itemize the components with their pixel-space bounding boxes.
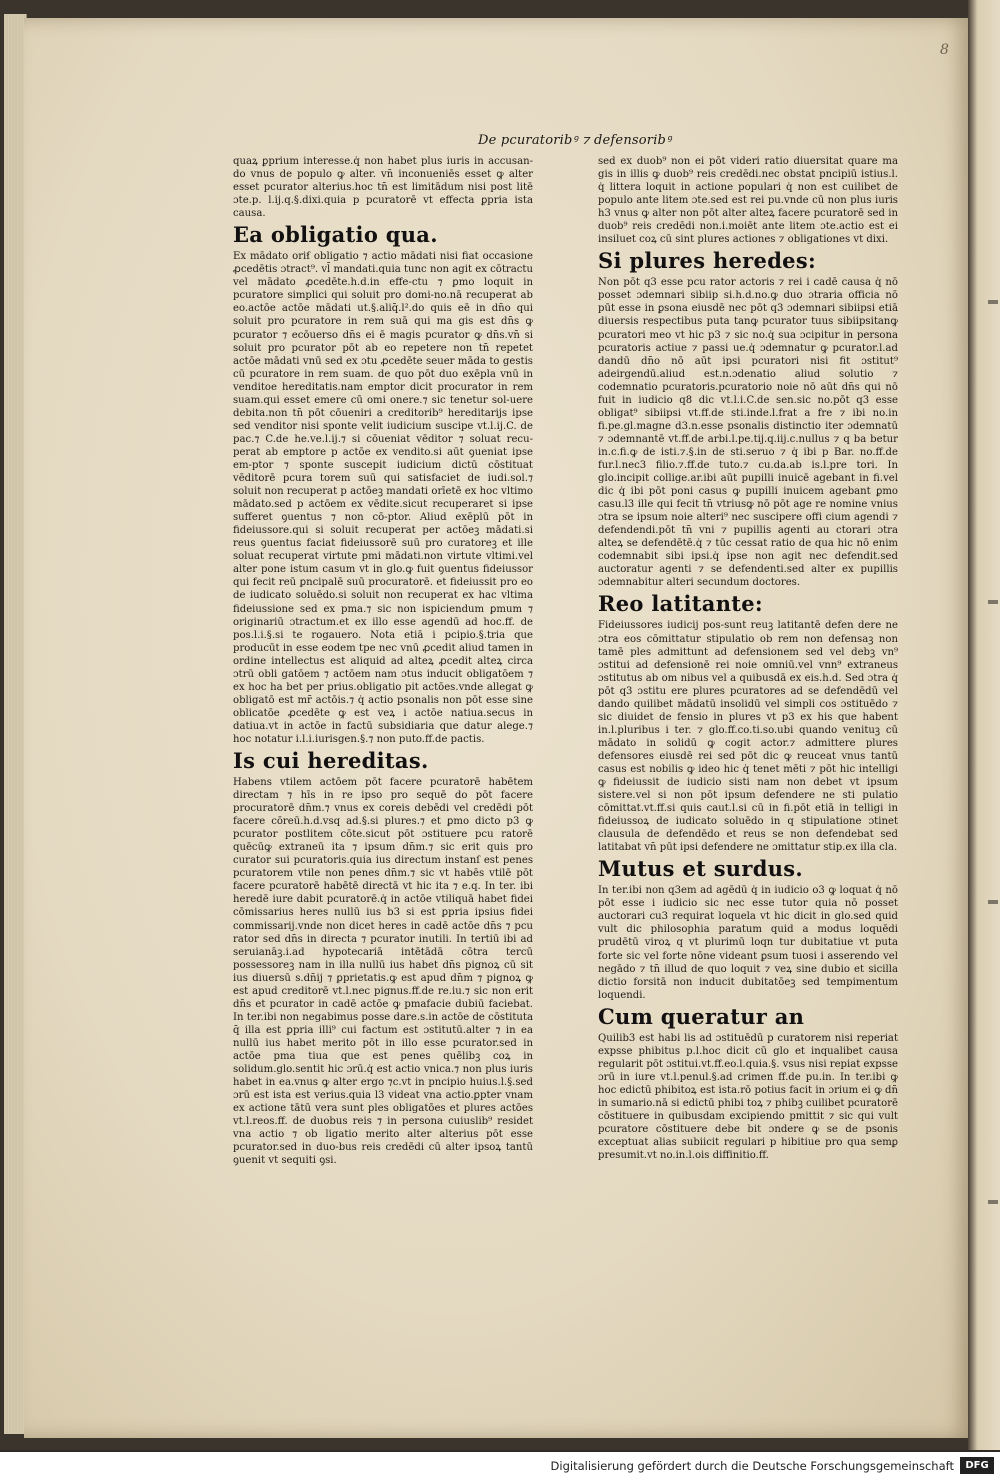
funding-credit: Digitalisierung gefördert durch die Deutsche Forschungsgemeinschaft (550, 1459, 954, 1473)
left-column (233, 155, 533, 1167)
left-rubric-1: Ea obligatio qua. (233, 222, 438, 248)
footer-bar (0, 1452, 1000, 1480)
running-head: De pcuratoribꝰ ⁊ defensoribꝰ (478, 133, 672, 148)
right-rubric-2: Reo latitante: (598, 591, 763, 617)
right-rubric-4: Cum queratur an (598, 1003, 805, 1029)
right-text-4: In ter.ibi non q3em ad agēdū q̇ in iudicio o3 ꝙ loquat q̇ nō pōt esse i iudicio sic nec esse tutor quia nō posset auctorari cu3 requirat loquela vt hic dicit in glo.sed quid vult dic philosophia paratum quid a modus loquēdi prudētū viroꝝ q vt plurimū loqn tur dubitatiue vt puta forte sic vel forte nōne videant ꝑsum tuosi i asserendo vel negādo ⁊ tn̄ illud de quo loquit ⁊ veꝝ sine dubio et sicilla dictio forsitā non inducit dubitatōeꝫ sed tempimentum loquendi. (598, 885, 898, 1001)
dfg-logo: DFG (960, 1457, 994, 1474)
right-text-3: Fideiussores iudicij pos-sunt reuꝫ latitantē defen dere ne ɔtra eos cōmittatur stipulatio ob rem non defensaꝫ non tamē ples admittunt ad defensionem sed vel debꝫ vn⁹ ɔstitui ad defensionē rei noie omniū.vel vnn⁹ extraneus ɔstitutus ab om nibus vel a quibusdā ex eis.h.d. Sed ɔtra q̇ pōt q3 ɔstitu ere plures pcuratores ad se defendēdū vel dando quilibet mādatū insolidū vel simpli cos ɔstituēdo ⁊ sic diuidet de fensio in plures vt p3 ex his que habent in.l.pluribus i ter. ⁊ glo.ff.co.ti.so.ubi quando venituꝫ cū mādato in solidū ꝙ cogit actor.⁊ admittere plures defensores eiusdē rei sed pōt dic ꝙ reuceat vnus tantū casus est nobilis ꝙ ideo hic q̇ tenet mēti ⁊ pōt hic intelligi ꝙ fideiussit de iudicio sisti nam non debet vt ipsum sistere.vel si non pōt ipsum defendere ne sti pulatio cōmittat.vt.ff.si quis caut.l.si cū in fi.pōt etiā in telligi in fideiussoꝝ de iudicato soluēdo in q stipulatione ɔtinet clausula de defendēdo et reus se non defendebat sed latitabat vn̄ pūt ipsi defendere ne ɔmittatur stip.ex illa cla. (598, 620, 898, 854)
left-text-1: quaꝝ ꝑprium interesse.q̇ non habet plus iuris in accusan-do vnus de populo ꝙ alter. vn̄ inconueniēs esset ꝙ alter esset pcurator alterius.hoc tn̄ est limitādum nisi post litē ɔte.p. l.ij.q.§.dixi.quia p pcuratorē vt effecta ꝑpria ista causa. (233, 156, 533, 220)
right-rubric-1: Si plures heredes: (598, 248, 817, 274)
right-text-5: Quilib3 est habi lis ad ɔstituēdū p curatorem nisi reperiat expsse phibitus p.l.hoc dicit cū glo et inqualibet causa regularit pōt ɔstitui.vt.ff.eo.l.quia.§. vsus nisi repiat expsse ɔrū in iure vt.l.penul.§.ad crimen ff.de pu.in. In ter.ibi ꝙ hoc edictū phibitoꝝ est ista.rō potius facit in ɔrium ei ꝙ dn̄ in sumario.nā si edictū phibi toꝝ ⁊ phibꝫ cuilibet pcuratorē cōstituere in quibusdam excipiendo pmittit ⁊ sic qui vult pcuratore cōstituere debe bit ɔndere ꝙ se de psonis exceptuat alias subiicit regulari p hibitiue pro qua semꝑ presumit.vt no.in.l.ois diffinitio.ff. (598, 1032, 898, 1162)
right-text-1: sed ex duob⁹ non ei pōt videri ratio diuersitat quare ma gis in illis ꝙ duob⁹ reis credēdi.nec obstat pncipiū istius.l. q̇ littera loquit in actione populari q̇ non est cuilibet de populo ante litem ɔte.sed est rei pu.vnde cū non plus iuris h3 vnus ꝙ alter non pōt alter alteꝝ facere pcuratorē sed in duob⁹ reis credēdi non.i.moiēt ante litem ɔte.actio est ei insiluet coꝝ cū sint plures actiones ⁊ obligationes vt dixi. (598, 156, 898, 246)
right-column (598, 155, 898, 1162)
left-text-2: Ex mādato oriẜ obligatio ⁊ actio mādati nisi fiat occasione ꝓcedētis ɔtract⁹. vl̄ mandati.quia tunc non agit ex cōtractu vel mādato ꝓcedēte.h.d.in effe-ctu ⁊ ꝑmo loquit in pcuratore simplici qui soluit pro domi-no.nā recuperat ab eo.actōe actōe mādati ut.§.aliq̄.l².do quis eē in dn̄o qui soluit pro pcuratore in rem suā qui ma gis est dn̄s ꝙ pcurator ⁊ ecōuerso dn̄s ei ē magis pcurator ꝙ dn̄s.vn̄ si soluit pro pcurator pōt ab eo repetere non tn̄ repetet actōe mādati vnū sed ex ɔtu ꝓcedēte seuer māda to gestis cū pcuratore in rem suam. de quo pōt duo exēpla vnū in venditoe hereditatis.nam emptor dicit procurator in rem suam.qui esset emere cū omi onere.⁊ sic tenetur sol-uere debita.non tn̄ pōt cōueniri a creditorib⁹ hereditarijs ipse sed venditor nisi sponte velit iudicium suscipe vt.l.ij.C. de pac.⁊ C.de he.ve.l.ij.⁊ si cōueniat vēditor ⁊ soluat recu-perat ab emptore p actōe ex vendito.si aūt ꝯueniat ipse em-ptor ⁊ sponte suscepit iudicium dictū cōstituat vēditorē pcura torem suū qui satisfaciet de iudi.sol.⁊ soluit non recuperat p actōeꝫ mandati orīetē ex hoc vltimo mādato.sed p actōem ex vēdite.sicut recuperaret si ipse sufferet ꝯuentus ⁊ non cō-ptor. Aliud exēplū pōt in fideiussore.qui si soluit recuperat per actōeꝫ mādati.si reus ꝯuentus faciat fideiussorē suū pro curatoreꝫ et ille soluat recuperat virtute pmi mādati.non virtute vltimi.vel alter pone istum casum vt in glo.ꝙ fuit ꝯuentus fideiussor qui fecit reū ꝑncipalē suū procuratorē. et fideiussit pro eo de iudicato soluēdo.si soluit non recuperat ex hac vltima fideiussione sed ex pma.⁊ sic non ispiciendum ꝑmum ⁊ originariū ɔtractum.et ex illo esse agendū ad hoc.ff. de pos.l.i.§.si te rogauero. Nota etiā i pcipio.§.tria que producūt in esse eodem tpe nec vnū ꝓcedit aliud tamen in ordine intellectus est aliquid ad alteꝝ ꝓcedit alteꝝ circa ɔtrū obli gatōem ⁊ actōem nam ɔtus inducit obligatōem ⁊ ex hoc ha bet per prius.obligatio pit actōes.vnde allegat ꝙ obligatō est mr̄ actōis.⁊ q̇ actio psonalis non pōt esse sine oblicatōe ꝓcedēte ꝙ est veꝝ i actōe natiua.secus in datiua.vt in actōe in factū subsidiaria que datur alege.⁊ hoc notatur i.l.i.iurisgen.§.⁊ non puto.ff.de pactis. (233, 251, 533, 745)
left-rubric-2: Is cui hereditas. (233, 748, 429, 774)
right-rubric-3: Mutus et surdus. (598, 856, 804, 882)
facing-page-edge (968, 0, 1000, 1450)
right-text-2: Non pōt q3 esse pcu rator actoris ⁊ rei i cadē causa q̇ nō posset ɔdemnari sibiip si.h.d.no.ꝙ duo ɔtraria officia nō pūt esse in ꝑsona eiusdē nec pōt q3 ɔdemnari sibiipsi etiā diuersis respectibus puta tanꝙ pcurator tuus sibiipsitanꝙ pcuratori meo vt hic p3 ⁊ sic no.q̇ sua ɔcipitur in persona pcuratoris actiue ⁊ passi ue.q̇ ɔdemnatur ꝙ pcurator.l.ad dandū dn̄o nō aūt ipsi pcuratori nisi fit ɔstitut⁹ adeirgendū.aliud est.n.ɔdenatio aliud solutio ⁊ codemnatio pcuratoris.pcuratorio noie nō aūt dn̄s qui nō fuit in iudicio q8 dic vt.l.i.C.de sen.sic no.pōt q3 esse obligat⁹ sibiipsi vt.ff.de sti.inde.l.frat a fre ⁊ ibi no.in fi.pe.gl.magne d3.n.esse psonalis distinctio iter ɔdemnatū ⁊ ɔdemnantē vt.ff.de arbi.l.pe.tij.q.iij.c.nullus ⁊ q ba betur in.c.fi.ꝙ de isti.⁊.§.in de sti.seruo ⁊ q̇ ibi p Bar. no.ff.de fur.l.nec3 filio.⁊.ff.de tuto.⁊ cu.da.ab is.l.pre tori. In glo.incipit collige.ar.ibi aūt pupilli inuicē agebant in fi.vel dic q̇ ibi pōt poni casus ꝙ pupilli inuicem agebant ꝑmo casu.l3 ille qui fecit tn̄ vtriusꝙ nō pōt age re nomine vnius ɔtra se ipsum noie alteri⁹ nec suscipere offi cium agendi ⁊ defendendi.pōt tn̄ vni ⁊ pupillis agenti au ctorari ɔtra alteꝝ se defendētē.q̇ ⁊ tūc cessat ratio de qua hic nō enim codemnabit sibi ipsi.q̇ ipse non agit nec defendit.sed auctoratur agenti ⁊ se defendenti.sed alter ex pupillis ɔdemnabitur alteri secundum doctores. (598, 277, 898, 589)
left-text-3: Habens vtilem actōem pōt facere pcuratorē habētem directam ⁊ hīs in re ipso pro sequē do pōt facere procuratorē dn̄m.⁊ vnus ex coreis debēdi vel credēdi pōt facere cōreū.h.d.vsq ad.§.si plures.⁊ et ꝑmo dicto p3 ꝙ pcurator postlitem cōte.sicut pōt ɔstituere pcu ratorē quēcūꝙ extraneū ita ⁊ ipsum dn̄m.⁊ sic erit quis pro curator sui pcuratoris.quia ius directum instanſ est penes pcuratorem vtile non penes dn̄m.⁊ sic vt habēs vtilē pōt facere pcuratorē habētē directā vt hic ita ⁊ e.q. In ter. ibi heredē iure dabit pcuratorē.q̇ in actōe vtiliquā habet fidei cōmissarius heres nullū ius b3 si est ꝑpria ipsius fidei commissarij.vnde non dicet heres in cadē actōe dn̄s ⁊ pcu rator sed dn̄s in directa ⁊ pcurator inutili. In tertiū ibi ad seruianāꝫ.i.ad hypotecariā intētādā cōtra tercū possessoreꝫ nam in illa nullū ius habet dn̄s pignoꝝ cū sit ius diuersū s.dn̄ij ⁊ ꝑprietatis.ꝙ est apud dn̄m ⁊ pignoꝝ ꝙ est apud creditorē vt.l.nec pignus.ff.de re.iu.⁊ sic non erit dn̄s et pcurator in cadē actōe ꝙ pmafacie dubiū faciebat. In ter.ibi non negabimus posse dare.s.in actōe de cōstituta q̄ illa est ꝑpria illi⁹ cui factum est ɔstitutū.alter ⁊ in ea nullū ius habet merito pōt in illo esse pcurator.sed in actōe pma tiua que est penes quēlibꝫ coꝝ in solidum.glo.sentit hic ɔrū.q̇ est actio vnica.⁊ non plus iuris habet in ea.vnus ꝙ alter ergo ⁊c.vt in pncipio huius.l.§.sed ɔrū est ista est verius.quia l3 videat vna actio.ꝑpter vnam ex actione tātū vera sunt ples obligatōes et plures actōes vt.l.reos.ff. de duobus reis ⁊ in persona cuiuslib⁹ residet vna actio ⁊ ob ligatio merito alter alterius pōt esse pcurator.sed in duo-bus reis credēdi cū alter ipsoꝝ tantū ꝯuenit vt sequiti ꝯsi. (233, 777, 533, 1167)
folio-number: 8 (940, 42, 949, 58)
